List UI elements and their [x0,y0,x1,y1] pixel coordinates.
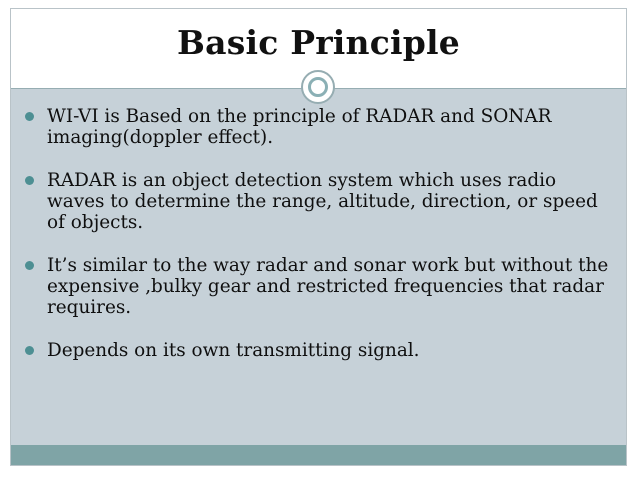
bullet-dot-icon [25,112,34,121]
bullet-item [22,170,612,233]
bullet-text: It’s similar to the way radar and sonar work but without the expensive ,bulky gear and restricted frequencies that radar requires. [47,255,609,318]
bullet-item [22,106,612,148]
circle-ornament-inner-icon [308,77,328,97]
bullet-dot-icon [25,176,34,185]
bullet-text: WI-VI is Based on the principle of RADAR and SONAR imaging(doppler effect). [47,106,552,148]
bullet-text: Depends on its own transmitting signal. [47,340,420,361]
bullet-item [22,340,612,361]
bullet-item [22,255,612,318]
bullet-dot-icon [25,346,34,355]
bullet-list [22,106,612,383]
slide-title: Basic Principle [177,23,460,62]
bullet-text: RADAR is an object detection system which uses radio waves to determine the range, altitude, direction, or speed of objects. [47,170,598,233]
bullet-dot-icon [25,261,34,270]
footer-bar [11,445,626,465]
circle-ornament-icon [301,70,335,104]
